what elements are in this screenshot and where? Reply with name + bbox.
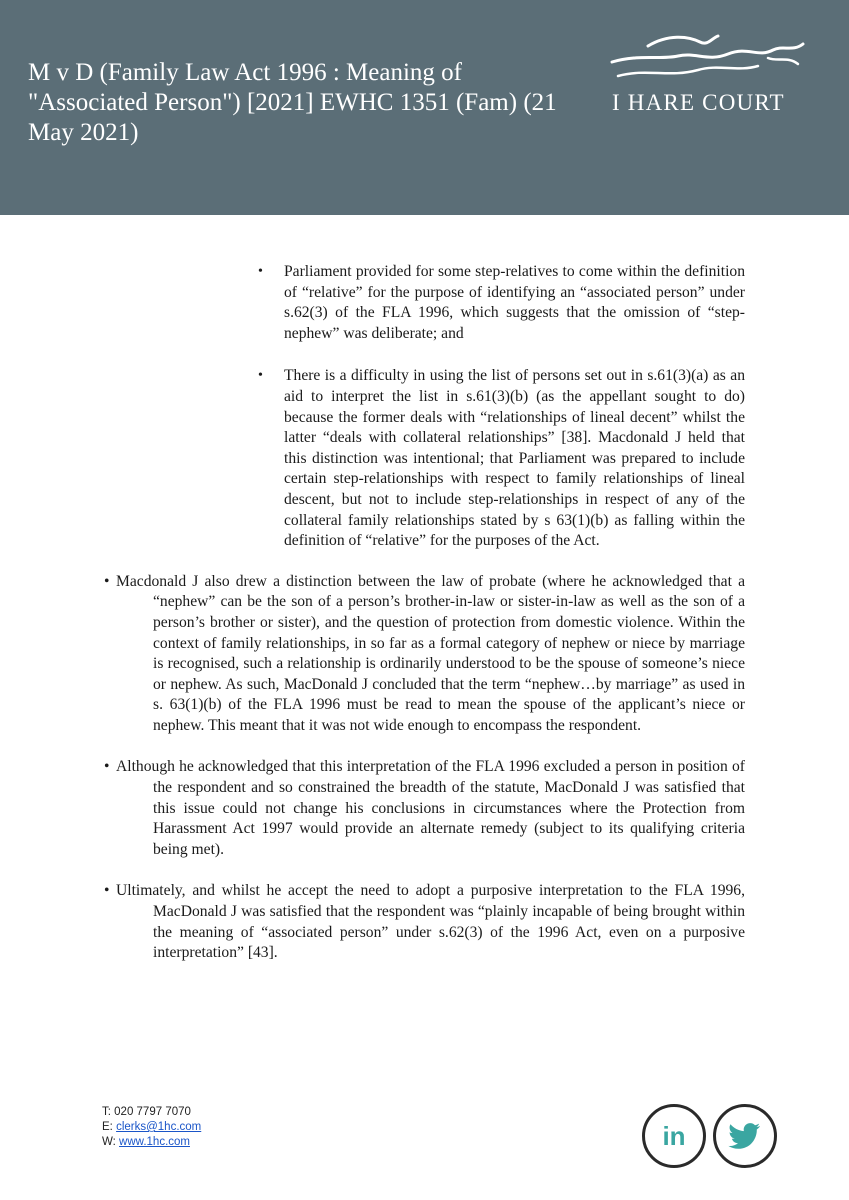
document-body — [0, 262, 849, 985]
bullet: • — [258, 368, 263, 384]
website-link[interactable]: www.1hc.com — [119, 1136, 190, 1148]
logo-text: I HARE COURT — [612, 90, 785, 115]
list-item — [104, 881, 745, 963]
list-item — [258, 262, 745, 344]
email-label: E: — [102, 1121, 113, 1133]
page-header — [0, 0, 849, 215]
document-title: M v D (Family Law Act 1996 : Meaning of "Associated Person") [2021] EWHC 1351 (Fam) (21 May 2021) — [28, 59, 557, 146]
email-link[interactable]: clerks@1hc.com — [116, 1121, 202, 1133]
paragraph-text: Ultimately, and whilst he accept the need to adopt a purposive interpretation to the FLA 1996, MacDonald J was satisfied that the respondent was “plainly incapable of being brought within the meaning of “associated person” under s.62(3) of the 1996 Act, even on a purposive interpretation” [43]. — [116, 882, 745, 962]
bullet: • — [104, 882, 110, 900]
main-bullet-list — [104, 572, 745, 964]
bullet: • — [104, 572, 110, 590]
paragraph-text: Macdonald J also drew a distinction between the law of probate (where he acknowledged that a “nephew” can be the son of a person’s brother-in-law or sister-in-law as well as the son of a person’s brother or sister), and the question of protection from domestic violence. Within the context of family relationships, in so far as a formal category of nephew or niece by marriage is recognised, such a relationship is ordinarily understood to be the spouse of someone’s niece or nephew. As such, MacDonald J concluded that the term “nephew…by marriage” as used in s. 63(1)(b) of the FLA 1996 must be read to mean the spouse of the applicant’s niece or nephew. This meant that it was not wide enough to encompass the respondent. — [116, 572, 745, 734]
wave-logo-icon — [608, 32, 808, 88]
sub-bullet-list — [258, 262, 745, 552]
footer-contact — [102, 1105, 201, 1150]
phone-label: T: — [102, 1106, 111, 1118]
list-item — [258, 366, 745, 551]
paragraph-text: Although he acknowledged that this interpretation of the FLA 1996 excluded a person in position of the respondent and so constrained the breadth of the statute, MacDonald J was satisfied that this issue could not change his conclusions in circumstances where the Protection from Harassment Act 1997 would provide an alternate remedy (subject to its qualifying criteria being met). — [116, 758, 745, 858]
paragraph-text: Parliament provided for some step-relatives to come within the definition of “relative” for the purpose of identifying an “associated person” under s.62(3) of the FLA 1996, which suggests that the omission of “step-nephew” was deliberate; and — [284, 263, 745, 342]
web-line — [102, 1135, 201, 1150]
twitter-icon — [716, 1107, 774, 1165]
phone-number: 020 7797 7070 — [114, 1106, 191, 1118]
email-line — [102, 1120, 201, 1135]
web-label: W: — [102, 1136, 116, 1148]
bullet: • — [104, 758, 110, 776]
bullet: • — [258, 264, 263, 279]
linkedin-button[interactable] — [642, 1104, 706, 1168]
list-item — [104, 572, 745, 737]
paragraph-text: There is a difficulty in using the list of persons set out in s.61(3)(a) as an aid to interpret the list in s.61(3)(b) (as the appellant sought to do) because the former deals with “relationships of lineal decent” whilst the latter “deals with collateral relationships” [38]. Macdonald J held that this distinction was intentional; that Parliament was prepared to include certain step-relationships with respect to family relationships of lineal descent, but not to include step-relationships in respect of any of the collateral family relationships stated by s 63(1)(b) as falling within the definition of “relative” for the purposes of the Act. — [284, 367, 745, 550]
list-item — [104, 757, 745, 860]
firm-logo — [608, 32, 808, 122]
linkedin-text: in — [662, 1121, 686, 1151]
phone-line — [102, 1105, 201, 1120]
twitter-button[interactable] — [713, 1104, 777, 1168]
linkedin-icon — [645, 1107, 703, 1165]
